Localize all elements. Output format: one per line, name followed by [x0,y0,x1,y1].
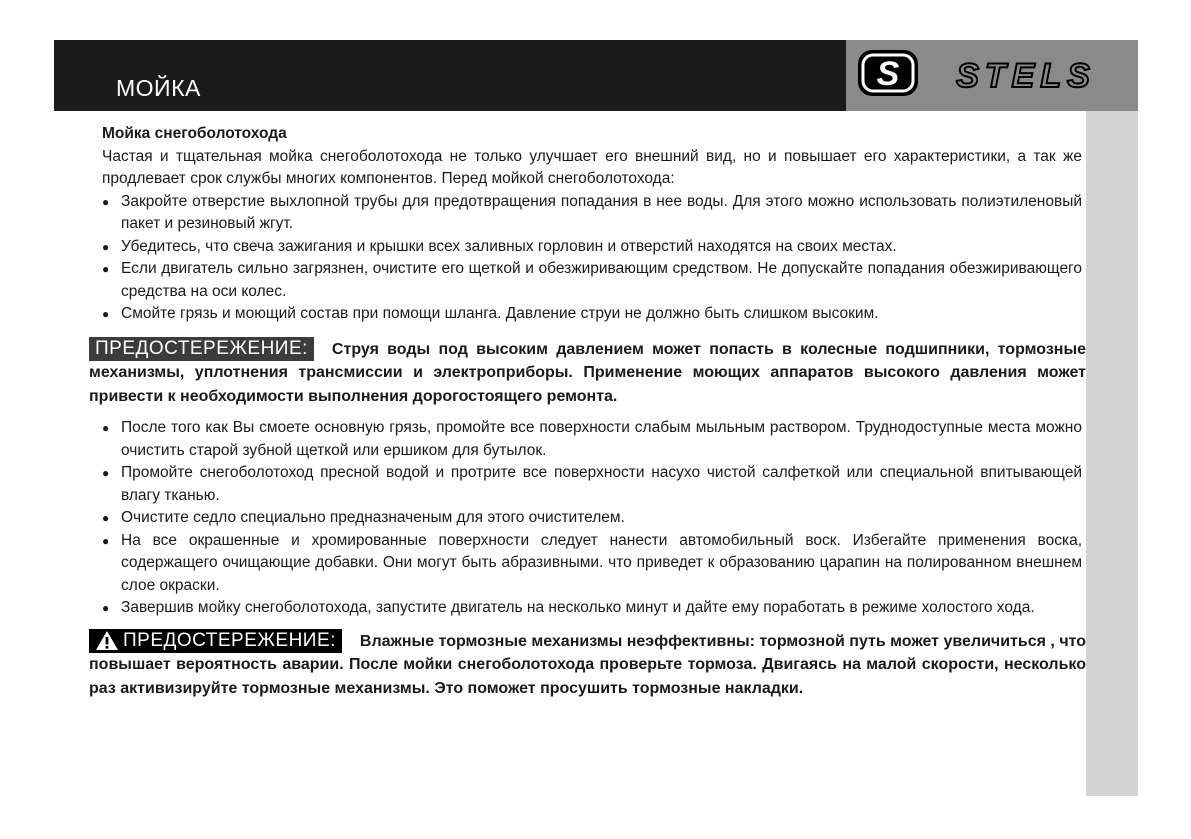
list-item: ● После того как Вы смоете основную грязь, промойте все поверхности слабым мыльным раствором. Труднодоступные места можно очистить старой зубной щеткой или ершиком для бутылок. [102,417,1082,462]
warning-triangle-icon [95,630,119,651]
svg-text:STELS: STELS [956,57,1096,95]
svg-text:S: S [876,55,900,93]
side-bar [1086,111,1138,796]
stels-logo-icon [846,40,1138,111]
warning-label: ПРЕДОСТЕРЕЖЕНИЕ: [89,337,314,361]
list-item: ● Закройте отверстие выхлопной трубы для предотвращения попадания в нее воды. Для этого можно использовать полиэтиленовый пакет и резиновый жгут. [102,191,1082,236]
warning-block-2 [89,629,1086,701]
section-title: Мойка снегоболотохода [102,125,287,142]
main-content [89,123,1086,700]
list-item: ● Промойте снегоболотоход пресной водой и протрите все поверхности насухо чистой салфеткой или специальной впитывающей влагу тканью. [102,462,1082,507]
page-title: МОЙКА [116,75,201,101]
warning-text: Влажные тормозные механизмы неэффективны: тормозной путь может увеличиться , что повышает вероятность аварии. После мойки снегоболотохода проверьте тормоза. Двигаясь на малой скорости, несколько раз активизируйте тормозные механизмы. Это поможет просушить тормозные накладки. [89,632,1086,697]
page-header [54,40,1138,111]
brand-logo [846,40,1138,111]
warning-label: ПРЕДОСТЕРЕЖЕНИЕ: [89,629,342,653]
list-item: ● Очистите седло специально предназначеным для этого очистителем. [102,507,1082,530]
list-item: ● На все окрашенные и хромированные поверхности следует нанести автомобильный воск. Избегайте применения воска, содержащего очищающие добавки. Они могут быть абразивными. что приведет к образованию царапин на полированном внешнем слое окраски. [102,530,1082,598]
list-item: ● Если двигатель сильно загрязнен, очистите его щеткой и обезжиривающим средством. Не допускайте попадания обезжиривающего средства на оси колес. [102,258,1082,303]
list-item: ● Смойте грязь и моющий состав при помощи шланга. Давление струи не должно быть слишком высоким. [102,303,1082,326]
list-item: ● Завершив мойку снегоболотохода, запустите двигатель на несколько минут и дайте ему поработать в режиме холостого хода. [102,597,1082,620]
wash-list [102,417,1082,620]
warning-block-1 [89,337,1086,409]
prep-list [102,191,1082,326]
warning-text: Струя воды под высоким давлением может попасть в колесные подшипники, тормозные механизмы, уплотнения трансмиссии и электроприборы. Применение моющих аппаратов высокого давления может привести к необходимости выполнения дорогостоящего ремонта. [89,340,1086,405]
list-item: ● Убедитесь, что свеча зажигания и крышки всех заливных горловин и отверстий находятся на своих местах. [102,236,1082,259]
intro-paragraph: Частая и тщательная мойка снегоболотохода не только улучшает его внешний вид, но и повышает его характеристики, а так же продлевает срок службы многих компонентов. Перед мойкой снегоболотохода: [102,147,1082,187]
